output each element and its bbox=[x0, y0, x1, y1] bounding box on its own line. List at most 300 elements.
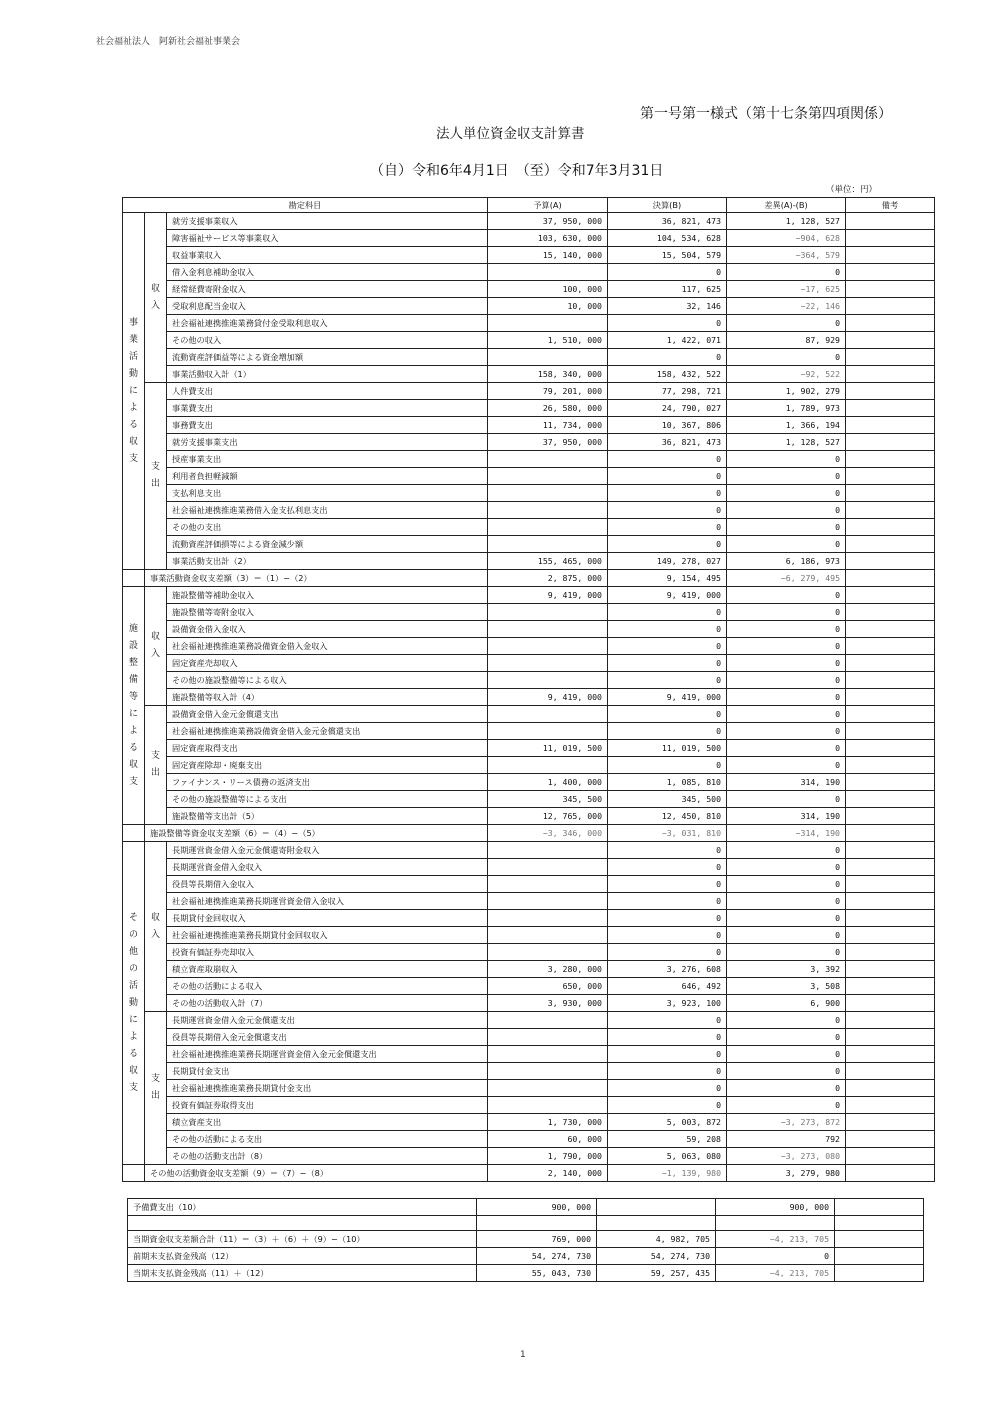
cell-actual: 0 bbox=[608, 502, 727, 519]
cell-actual: 59, 257, 435 bbox=[597, 1265, 716, 1282]
table-row bbox=[123, 468, 935, 485]
cell-actual: 345, 500 bbox=[608, 791, 727, 808]
cell-budget: −3, 346, 000 bbox=[488, 825, 608, 842]
cell-note bbox=[835, 1199, 924, 1216]
table-row bbox=[123, 587, 935, 604]
cell-actual: 0 bbox=[608, 264, 727, 281]
cell-actual: −3, 031, 810 bbox=[608, 825, 727, 842]
cell-budget: 2, 140, 000 bbox=[488, 1165, 608, 1182]
group-expense-label: 支出 bbox=[150, 751, 160, 778]
row-label: 障害福祉サービス等事業収入 bbox=[167, 230, 488, 247]
cell-budget: 155, 465, 000 bbox=[488, 553, 608, 570]
cell-diff: 0 bbox=[727, 740, 846, 757]
cell-budget: 1, 400, 000 bbox=[488, 774, 608, 791]
table-row bbox=[123, 893, 935, 910]
row-label: 設備資金借入金収入 bbox=[167, 621, 488, 638]
cell-actual: 3, 923, 100 bbox=[608, 995, 727, 1012]
cell-note bbox=[846, 247, 935, 264]
spacer-row bbox=[128, 1216, 924, 1231]
cell-note bbox=[846, 519, 935, 536]
cell-budget: 1, 510, 000 bbox=[488, 332, 608, 349]
row-label: 役員等長期借入金収入 bbox=[167, 876, 488, 893]
cell-budget: 345, 500 bbox=[488, 791, 608, 808]
cell-note bbox=[846, 213, 935, 230]
cell-note bbox=[846, 995, 935, 1012]
group-income bbox=[145, 213, 167, 383]
cell-note bbox=[846, 536, 935, 553]
cell-actual: 0 bbox=[608, 893, 727, 910]
table-row bbox=[123, 689, 935, 706]
cell-actual: 0 bbox=[608, 519, 727, 536]
row-label: 長期運営資金借入金元金償還寄附金収入 bbox=[167, 842, 488, 859]
cell-diff: 0 bbox=[727, 1029, 846, 1046]
table-row bbox=[123, 1131, 935, 1148]
group-expense-label: 支出 bbox=[150, 462, 160, 489]
row-label: 当期末支払資金残高（11）＋（12） bbox=[128, 1265, 477, 1282]
cell-actual: 0 bbox=[608, 349, 727, 366]
cell-diff: 0 bbox=[727, 791, 846, 808]
table-row bbox=[123, 1114, 935, 1131]
cell-budget: 15, 140, 000 bbox=[488, 247, 608, 264]
cell-note bbox=[846, 604, 935, 621]
cell-budget bbox=[488, 451, 608, 468]
cell-budget bbox=[488, 893, 608, 910]
cell-actual: 158, 432, 522 bbox=[608, 366, 727, 383]
cell-actual: 0 bbox=[608, 842, 727, 859]
row-label: 社会福祉連携推進業務設備資金借入金収入 bbox=[167, 638, 488, 655]
table-row bbox=[123, 842, 935, 859]
row-label: 事業費支出 bbox=[167, 400, 488, 417]
table-row bbox=[123, 230, 935, 247]
cell-diff: −22, 146 bbox=[727, 298, 846, 315]
cell-diff: 0 bbox=[727, 876, 846, 893]
cell-diff: 0 bbox=[727, 1046, 846, 1063]
cell-blank bbox=[123, 570, 145, 587]
cell-diff: −904, 628 bbox=[727, 230, 846, 247]
cell-actual: 0 bbox=[608, 1097, 727, 1114]
cell-note bbox=[846, 859, 935, 876]
cell-actual: 0 bbox=[608, 485, 727, 502]
cell-actual: 0 bbox=[608, 944, 727, 961]
cell-note bbox=[846, 332, 935, 349]
balance-row bbox=[123, 825, 935, 842]
cell-diff: 0 bbox=[727, 587, 846, 604]
cell-actual: 12, 450, 810 bbox=[608, 808, 727, 825]
table-header-row bbox=[123, 198, 935, 213]
cell-diff: 0 bbox=[727, 927, 846, 944]
table-row bbox=[123, 315, 935, 332]
form-number: 第一号第一様式（第十七条第四項関係） bbox=[640, 106, 892, 122]
col-actual: 決算(B) bbox=[608, 198, 727, 213]
table-row bbox=[123, 978, 935, 995]
row-label: 投資有価証券取得支出 bbox=[167, 1097, 488, 1114]
row-label: 社会福祉連携推進業務長期運営資金借入金元金償還支出 bbox=[167, 1046, 488, 1063]
col-diff: 差異(A)-(B) bbox=[727, 198, 846, 213]
cell-diff: 0 bbox=[727, 536, 846, 553]
table-row bbox=[123, 621, 935, 638]
cell-budget: 158, 340, 000 bbox=[488, 366, 608, 383]
cell-note bbox=[846, 1165, 935, 1182]
row-label: その他の活動収入計（7） bbox=[167, 995, 488, 1012]
group-income-label: 収入 bbox=[150, 912, 160, 940]
row-label: 社会福祉連携推進業務貸付金受取利息収入 bbox=[167, 315, 488, 332]
cell-actual: 0 bbox=[608, 876, 727, 893]
cell-note bbox=[846, 689, 935, 706]
cell-note bbox=[846, 774, 935, 791]
cell-actual: 5, 003, 872 bbox=[608, 1114, 727, 1131]
cell-budget: 10, 000 bbox=[488, 298, 608, 315]
cell-budget: 11, 734, 000 bbox=[488, 417, 608, 434]
cell-diff: 314, 190 bbox=[727, 774, 846, 791]
table-row bbox=[123, 366, 935, 383]
cell-diff: 0 bbox=[727, 910, 846, 927]
table-row bbox=[123, 434, 935, 451]
cell-actual: 10, 367, 806 bbox=[608, 417, 727, 434]
cell-diff: 0 bbox=[727, 519, 846, 536]
row-label: 施設整備等補助金収入 bbox=[167, 587, 488, 604]
row-label: その他の活動資金収支差額（9）＝（7）−（8） bbox=[145, 1165, 488, 1182]
cell-budget bbox=[488, 621, 608, 638]
cell-diff: 0 bbox=[727, 944, 846, 961]
cell-budget bbox=[488, 706, 608, 723]
cell-actual: 9, 419, 000 bbox=[608, 689, 727, 706]
cell-diff: −4, 213, 705 bbox=[716, 1265, 835, 1282]
cell-budget bbox=[488, 859, 608, 876]
table-row bbox=[123, 672, 935, 689]
cell-diff: 0 bbox=[727, 689, 846, 706]
table-row bbox=[123, 264, 935, 281]
section-facility bbox=[123, 587, 145, 825]
cell-diff: 0 bbox=[727, 621, 846, 638]
row-label: 社会福祉連携推進業務長期運営資金借入金収入 bbox=[167, 893, 488, 910]
cell-diff: 3, 508 bbox=[727, 978, 846, 995]
cell-diff: 0 bbox=[727, 485, 846, 502]
cell-diff: 0 bbox=[727, 1063, 846, 1080]
cell-actual: 59, 208 bbox=[608, 1131, 727, 1148]
cell-diff: 0 bbox=[727, 264, 846, 281]
row-label: 流動資産評価益等による資金増加額 bbox=[167, 349, 488, 366]
section-business bbox=[123, 213, 145, 570]
row-label: 固定資産取得支出 bbox=[167, 740, 488, 757]
cell-diff: 1, 789, 973 bbox=[727, 400, 846, 417]
cell-note bbox=[835, 1265, 924, 1282]
summary-row bbox=[128, 1248, 924, 1265]
cell-diff: 6, 900 bbox=[727, 995, 846, 1012]
cell-note bbox=[846, 264, 935, 281]
cell-actual: 5, 063, 080 bbox=[608, 1148, 727, 1165]
row-label: 当期資金収支差額合計（11）＝（3）＋（6）＋（9）−（10） bbox=[128, 1231, 477, 1248]
cell-note bbox=[846, 434, 935, 451]
cell-budget: 100, 000 bbox=[488, 281, 608, 298]
table-row bbox=[123, 859, 935, 876]
cell-budget bbox=[488, 1012, 608, 1029]
cell-diff: 0 bbox=[727, 757, 846, 774]
row-label: 支払利息支出 bbox=[167, 485, 488, 502]
table-row bbox=[123, 757, 935, 774]
row-label: 役員等長期借入金元金償還支出 bbox=[167, 1029, 488, 1046]
summary-row bbox=[128, 1265, 924, 1282]
cell-actual: 0 bbox=[608, 859, 727, 876]
table-row bbox=[123, 485, 935, 502]
cell-diff: 1, 128, 527 bbox=[727, 213, 846, 230]
cell-diff: 792 bbox=[727, 1131, 846, 1148]
cell-actual: 0 bbox=[608, 604, 727, 621]
col-account: 勘定科目 bbox=[123, 198, 488, 213]
row-label: 積立資産支出 bbox=[167, 1114, 488, 1131]
cell-diff: 0 bbox=[727, 468, 846, 485]
cell-actual: 15, 504, 579 bbox=[608, 247, 727, 264]
cell-note bbox=[846, 910, 935, 927]
cell-diff: −92, 522 bbox=[727, 366, 846, 383]
row-label: その他の施設整備等による収入 bbox=[167, 672, 488, 689]
cell-actual: 0 bbox=[608, 655, 727, 672]
cell-diff: −4, 213, 705 bbox=[716, 1231, 835, 1248]
group-expense-label: 支出 bbox=[150, 1074, 160, 1101]
cell-actual: 3, 276, 608 bbox=[608, 961, 727, 978]
table-row bbox=[123, 638, 935, 655]
cell-diff: 0 bbox=[727, 655, 846, 672]
table-row bbox=[123, 1029, 935, 1046]
cell-note bbox=[846, 1063, 935, 1080]
row-label: 就労支援事業収入 bbox=[167, 213, 488, 230]
table-row bbox=[123, 876, 935, 893]
cell-budget bbox=[488, 842, 608, 859]
table-row bbox=[123, 298, 935, 315]
cell-diff: 0 bbox=[727, 1097, 846, 1114]
row-label: 長期運営資金借入金収入 bbox=[167, 859, 488, 876]
cell-diff: 0 bbox=[727, 315, 846, 332]
cell-actual: 0 bbox=[608, 451, 727, 468]
group-income-label: 収入 bbox=[150, 632, 160, 659]
cell-diff: −364, 579 bbox=[727, 247, 846, 264]
cell-note bbox=[846, 485, 935, 502]
cell-blank bbox=[123, 825, 145, 842]
cell-actual: 0 bbox=[608, 757, 727, 774]
organization-name: 社会福祉法人 阿新社会福祉事業会 bbox=[96, 37, 241, 47]
cell-diff: −3, 273, 872 bbox=[727, 1114, 846, 1131]
cell-diff: 87, 929 bbox=[727, 332, 846, 349]
cell-actual: 0 bbox=[608, 927, 727, 944]
cell-actual: 0 bbox=[608, 315, 727, 332]
group-income bbox=[145, 842, 167, 1012]
col-budget: 予算(A) bbox=[488, 198, 608, 213]
table-row bbox=[123, 808, 935, 825]
row-label: 前期末支払資金残高（12） bbox=[128, 1248, 477, 1265]
cell-note bbox=[846, 808, 935, 825]
cell-note bbox=[846, 927, 935, 944]
row-label: 施設整備等収入計（4） bbox=[167, 689, 488, 706]
table-row bbox=[123, 791, 935, 808]
cell-budget bbox=[488, 502, 608, 519]
row-label: 長期貸付金回収収入 bbox=[167, 910, 488, 927]
cell-actual: 646, 492 bbox=[608, 978, 727, 995]
cell-note bbox=[846, 876, 935, 893]
cell-note bbox=[846, 655, 935, 672]
cell-budget bbox=[488, 264, 608, 281]
cell-blank bbox=[716, 1216, 835, 1231]
row-label: 社会福祉連携推進業務設備資金借入金元金償還支出 bbox=[167, 723, 488, 740]
row-label: その他の施設整備等による支出 bbox=[167, 791, 488, 808]
cell-budget: 79, 201, 000 bbox=[488, 383, 608, 400]
row-label: その他の活動支出計（8） bbox=[167, 1148, 488, 1165]
cell-budget bbox=[488, 876, 608, 893]
cell-budget: 54, 274, 730 bbox=[477, 1248, 597, 1265]
table-row bbox=[123, 536, 935, 553]
row-label: 事業活動収入計（1） bbox=[167, 366, 488, 383]
row-label: 施設整備等寄附金収入 bbox=[167, 604, 488, 621]
row-label: 施設整備等資金収支差額（6）＝（4）−（5） bbox=[145, 825, 488, 842]
cell-budget bbox=[488, 910, 608, 927]
summary-row bbox=[128, 1199, 924, 1216]
row-label: 予備費支出（10） bbox=[128, 1199, 477, 1216]
cell-note bbox=[846, 1114, 935, 1131]
cell-budget: 55, 043, 730 bbox=[477, 1265, 597, 1282]
cell-budget: 11, 019, 500 bbox=[488, 740, 608, 757]
cell-budget: 769, 000 bbox=[477, 1231, 597, 1248]
cell-budget: 60, 000 bbox=[488, 1131, 608, 1148]
cell-note bbox=[835, 1231, 924, 1248]
col-note: 備考 bbox=[846, 198, 935, 213]
cell-diff: 0 bbox=[727, 672, 846, 689]
cash-flow-table bbox=[122, 197, 935, 1182]
row-label: 設備資金借入金元金償還支出 bbox=[167, 706, 488, 723]
table-row bbox=[123, 553, 935, 570]
cell-diff: 3, 279, 980 bbox=[727, 1165, 846, 1182]
row-label: 社会福祉連携推進業務長期貸付金支出 bbox=[167, 1080, 488, 1097]
table-row bbox=[123, 1097, 935, 1114]
table-row bbox=[123, 417, 935, 434]
cell-diff: 0 bbox=[727, 638, 846, 655]
table-row bbox=[123, 383, 935, 400]
cell-actual: 0 bbox=[608, 723, 727, 740]
cell-diff: 314, 190 bbox=[727, 808, 846, 825]
cell-budget: 12, 765, 000 bbox=[488, 808, 608, 825]
cell-note bbox=[846, 417, 935, 434]
table-row bbox=[123, 1012, 935, 1029]
table-row bbox=[123, 1063, 935, 1080]
cell-budget: 9, 419, 000 bbox=[488, 689, 608, 706]
table-row bbox=[123, 332, 935, 349]
cell-blank bbox=[597, 1216, 716, 1231]
table-row bbox=[123, 1080, 935, 1097]
table-row bbox=[123, 451, 935, 468]
cell-diff: 0 bbox=[727, 451, 846, 468]
section-other-label: その他の活動による収支 bbox=[128, 912, 138, 1093]
cell-note bbox=[846, 502, 935, 519]
cell-actual: 0 bbox=[608, 1063, 727, 1080]
row-label: 積立資産取崩収入 bbox=[167, 961, 488, 978]
table-row bbox=[123, 723, 935, 740]
row-label: 事務費支出 bbox=[167, 417, 488, 434]
cell-actual: 0 bbox=[608, 1080, 727, 1097]
cell-diff: 0 bbox=[727, 859, 846, 876]
cell-note bbox=[846, 893, 935, 910]
cell-diff: 0 bbox=[727, 502, 846, 519]
table-row bbox=[123, 706, 935, 723]
row-label: 借入金利息補助金収入 bbox=[167, 264, 488, 281]
cell-actual: 104, 534, 628 bbox=[608, 230, 727, 247]
cell-diff: 0 bbox=[727, 706, 846, 723]
cell-diff: 0 bbox=[727, 1080, 846, 1097]
row-label: 施設整備等支出計（5） bbox=[167, 808, 488, 825]
row-label: その他の収入 bbox=[167, 332, 488, 349]
cell-budget: 37, 950, 000 bbox=[488, 434, 608, 451]
cell-actual bbox=[597, 1199, 716, 1216]
cell-budget bbox=[488, 604, 608, 621]
cell-budget bbox=[488, 655, 608, 672]
cell-diff: 3, 392 bbox=[727, 961, 846, 978]
cell-actual: 1, 085, 810 bbox=[608, 774, 727, 791]
cell-budget bbox=[488, 723, 608, 740]
cell-diff: 1, 902, 279 bbox=[727, 383, 846, 400]
cell-diff: 900, 000 bbox=[716, 1199, 835, 1216]
row-label: 投資有価証券売却収入 bbox=[167, 944, 488, 961]
cell-actual: 9, 154, 495 bbox=[608, 570, 727, 587]
row-label: その他の活動による支出 bbox=[167, 1131, 488, 1148]
cell-budget bbox=[488, 519, 608, 536]
cell-note bbox=[846, 961, 935, 978]
row-label: 長期運営資金借入金元金償還支出 bbox=[167, 1012, 488, 1029]
cell-budget bbox=[488, 672, 608, 689]
cell-budget bbox=[488, 638, 608, 655]
row-label: 就労支援事業支出 bbox=[167, 434, 488, 451]
cell-actual: 0 bbox=[608, 638, 727, 655]
cell-budget bbox=[488, 927, 608, 944]
row-label: その他の支出 bbox=[167, 519, 488, 536]
table-row bbox=[123, 604, 935, 621]
cell-note bbox=[846, 638, 935, 655]
cell-actual: 0 bbox=[608, 536, 727, 553]
cell-actual: 4, 982, 705 bbox=[597, 1231, 716, 1248]
cell-budget bbox=[488, 1063, 608, 1080]
cell-actual: 0 bbox=[608, 621, 727, 638]
section-facility-label: 施設整備等による収支 bbox=[128, 623, 138, 787]
table-row bbox=[123, 1148, 935, 1165]
cell-diff: −314, 190 bbox=[727, 825, 846, 842]
row-label: 固定資産売却収入 bbox=[167, 655, 488, 672]
group-expense bbox=[145, 1012, 167, 1165]
fiscal-period: （自）令和6年4月1日 （至）令和7年3月31日 bbox=[370, 163, 664, 179]
cell-note bbox=[846, 1029, 935, 1046]
cell-budget: 650, 000 bbox=[488, 978, 608, 995]
cell-actual: 0 bbox=[608, 706, 727, 723]
cell-diff: 0 bbox=[716, 1248, 835, 1265]
cell-note bbox=[846, 842, 935, 859]
cell-diff: 0 bbox=[727, 842, 846, 859]
cell-diff: 1, 128, 527 bbox=[727, 434, 846, 451]
row-label: 社会福祉連携推進業務長期貸付金回収収入 bbox=[167, 927, 488, 944]
cell-budget: 26, 580, 000 bbox=[488, 400, 608, 417]
summary-row bbox=[128, 1231, 924, 1248]
table-row bbox=[123, 400, 935, 417]
cell-note bbox=[846, 349, 935, 366]
cell-actual: 0 bbox=[608, 1046, 727, 1063]
cell-note bbox=[846, 672, 935, 689]
cell-diff: 0 bbox=[727, 893, 846, 910]
cell-note bbox=[846, 706, 935, 723]
balance-row bbox=[123, 1165, 935, 1182]
cell-budget bbox=[488, 349, 608, 366]
cell-actual: 36, 821, 473 bbox=[608, 213, 727, 230]
row-label: 社会福祉連携推進業務借入金支払利息支出 bbox=[167, 502, 488, 519]
cell-actual: 36, 821, 473 bbox=[608, 434, 727, 451]
table-row bbox=[123, 995, 935, 1012]
cell-actual: 0 bbox=[608, 910, 727, 927]
cell-budget: 3, 280, 000 bbox=[488, 961, 608, 978]
cell-budget bbox=[488, 1080, 608, 1097]
cell-note bbox=[846, 230, 935, 247]
balance-row bbox=[123, 570, 935, 587]
